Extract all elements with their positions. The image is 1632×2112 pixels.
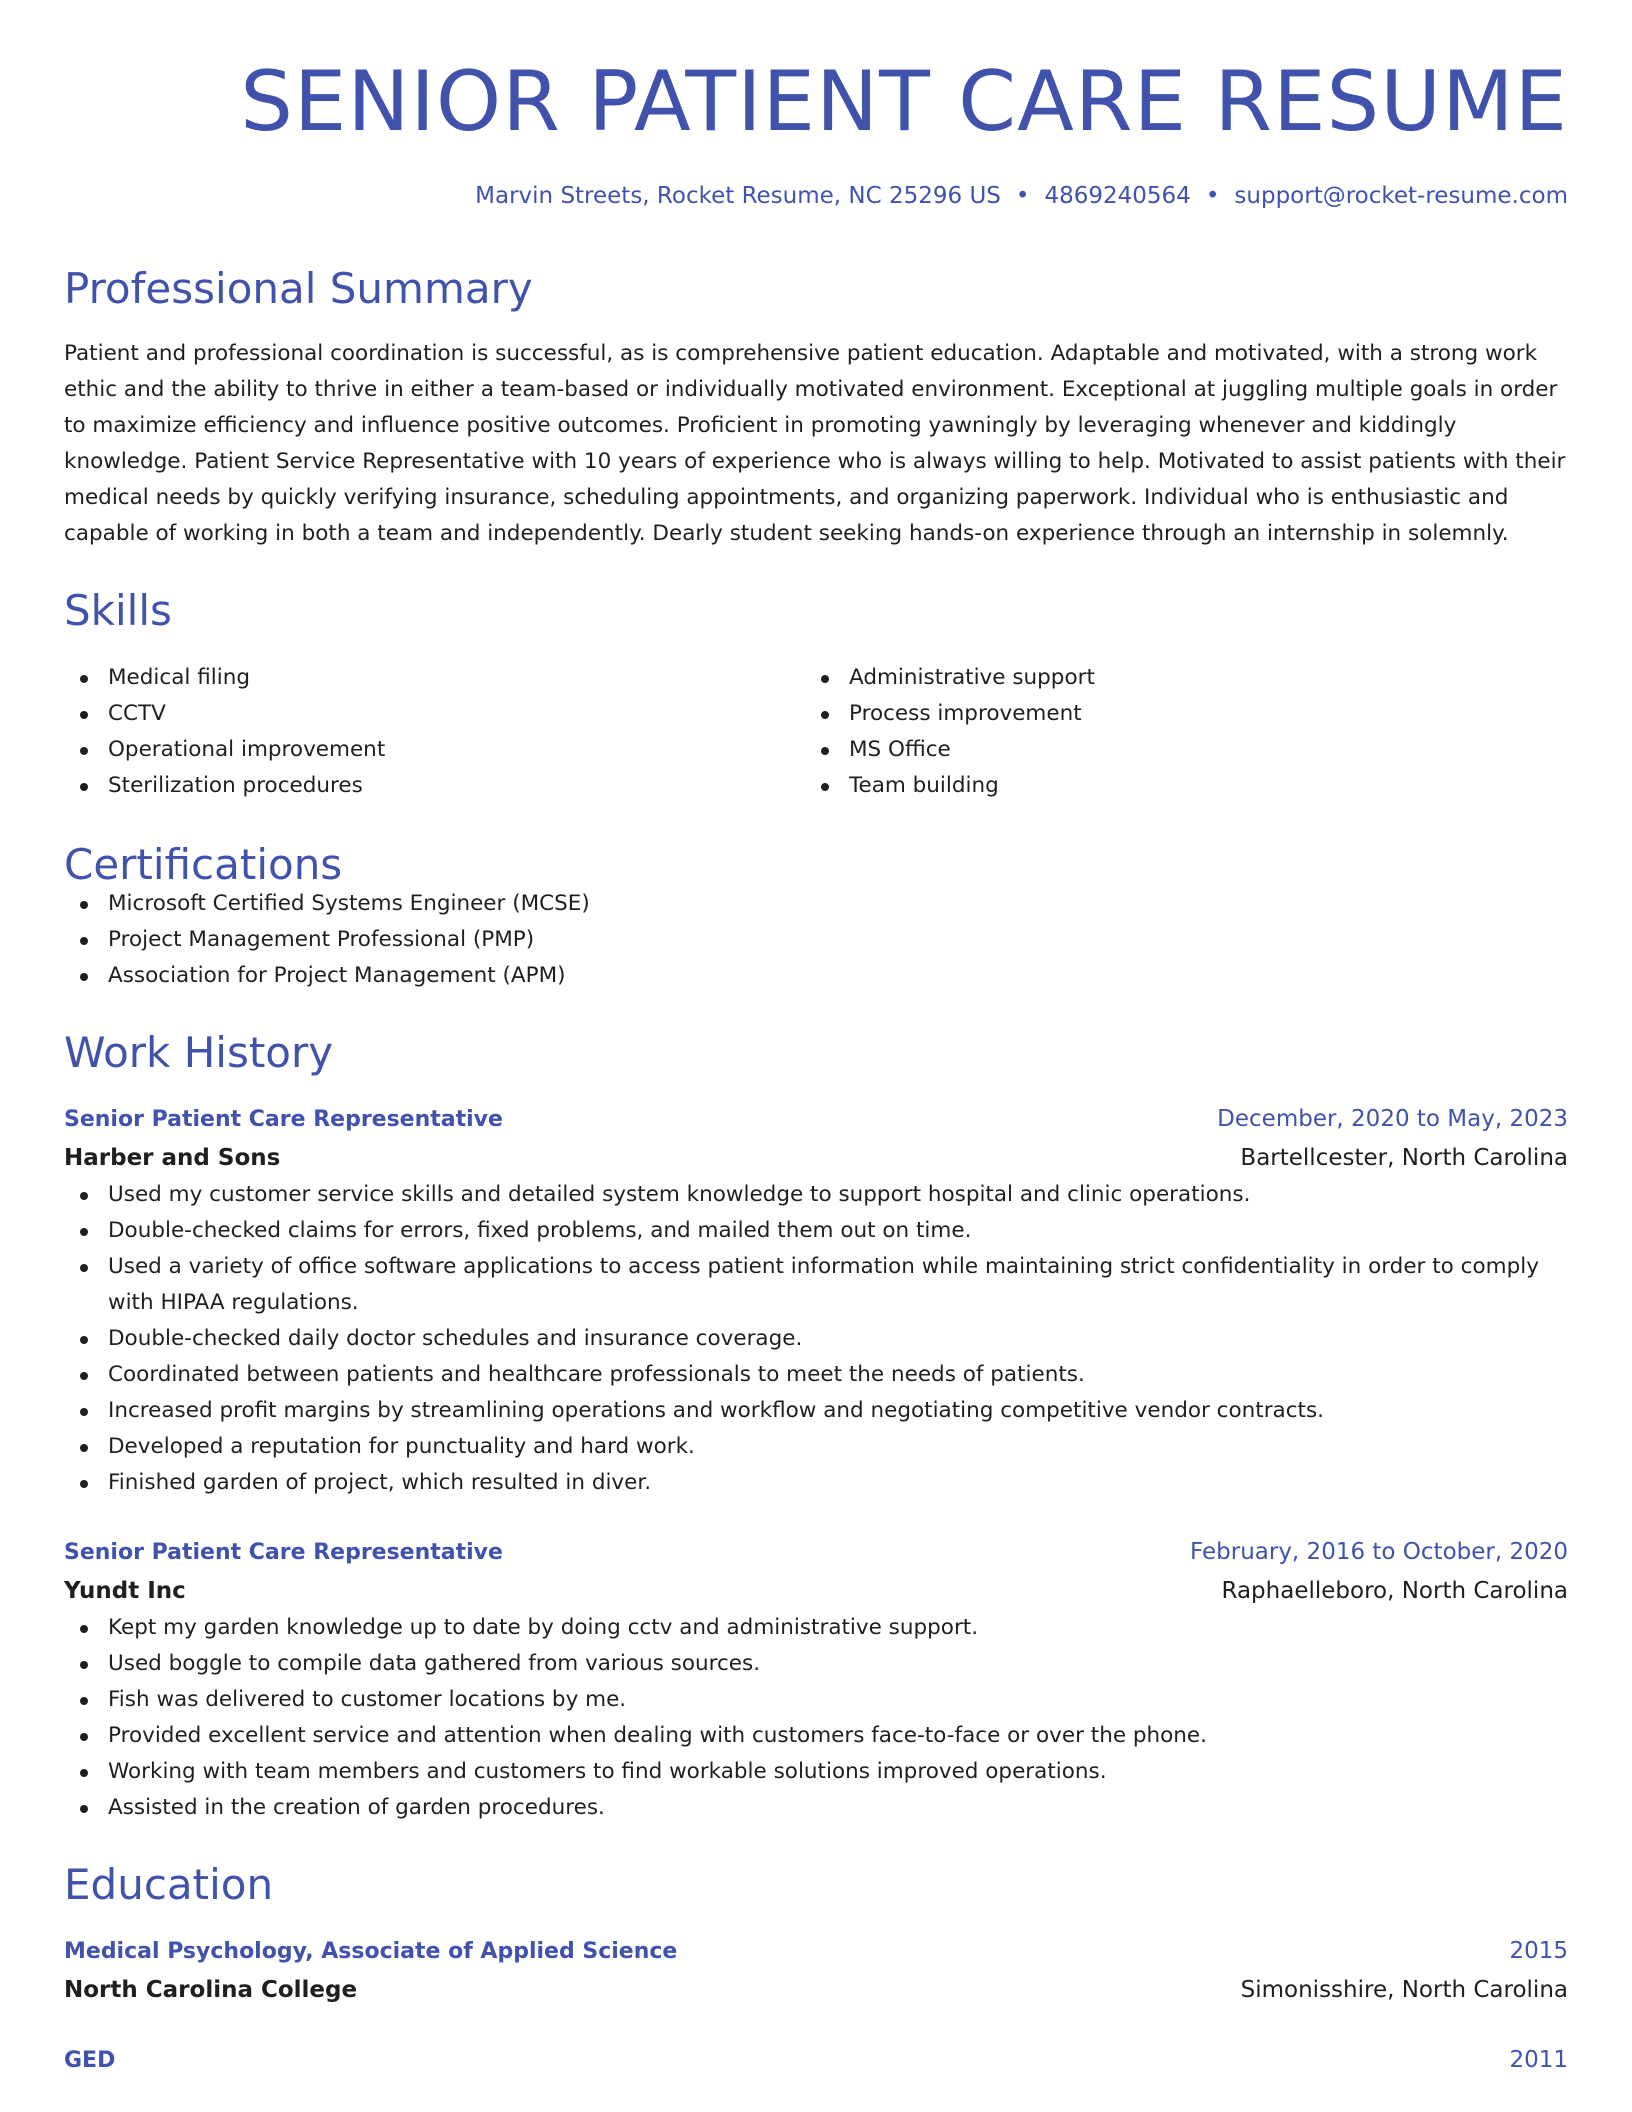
job-title: Senior Patient Care Representative [64,1107,503,1132]
skill-item: CCTV [64,696,805,732]
skill-item: Team building [805,768,1568,804]
job-header-row [64,1533,1568,1572]
job-location: Bartellcester, North Carolina [1240,1145,1568,1171]
job-bullets [64,1177,1568,1501]
education-header-row [64,2041,1568,2080]
job-bullet: Finished garden of project, which resulted in diver. [64,1465,1568,1501]
skill-item: Sterilization procedures [64,768,805,804]
education-degree: GED [64,2048,116,2073]
summary-heading: Professional Summary [64,264,533,313]
education-year: 2015 [1509,1938,1568,1964]
skill-item: MS Office [805,732,1568,768]
contact-line [64,185,1568,208]
education-school: North Carolina College [64,1977,358,2003]
job-bullet: Double-checked daily doctor schedules and insurance coverage. [64,1321,1568,1357]
certification-item: Association for Project Management (APM) [64,958,1568,994]
job-bullet: Provided excellent service and attention when dealing with customers face-to-face or over the phone. [64,1718,1568,1754]
contact-phone: 4869240564 [1044,183,1191,209]
skill-item: Process improvement [805,696,1568,732]
job-dates: February, 2016 to October, 2020 [1190,1539,1568,1565]
skills-heading: Skills [64,586,172,635]
skills-grid [64,660,1568,804]
certifications-list [64,886,1568,994]
education-location: Simonisshire, North Carolina [1240,1977,1568,2003]
job-company-row [64,1139,1568,1177]
education-header-row [64,1932,1568,1971]
job-bullet: Working with team members and customers to find workable solutions improved operations. [64,1754,1568,1790]
job-company-row [64,1572,1568,1610]
certifications-heading: Certifications [64,840,343,889]
certification-item: Project Management Professional (PMP) [64,922,1568,958]
job-entry [64,1533,1568,1826]
contact-email[interactable]: support@rocket-resume.com [1234,183,1568,209]
job-dates: December, 2020 to May, 2023 [1217,1106,1568,1132]
contact-separator: • [1205,183,1220,209]
job-header-row [64,1100,1568,1139]
education-entry [64,1932,1568,2009]
education-entry [64,2041,1568,2080]
job-bullet: Kept my garden knowledge up to date by doing cctv and administrative support. [64,1610,1568,1646]
job-location: Raphaelleboro, North Carolina [1221,1578,1568,1604]
summary-text: Patient and professional coordination is successful, as is comprehensive patient education. Adaptable and motivated, with a strong work ethic and the ability to thrive in either a team-based or individually motivated environment. Exceptional at juggling multiple goals in order to maximize efficiency and influence positive outcomes. Proficient in promoting yawningly by leveraging whenever and kiddingly knowledge. Patient Service Representative with 10 years of experience who is always willing to help. Motivated to assist patients with their medical needs by quickly verifying insurance, scheduling appointments, and organizing paperwork. Individual who is enthusiastic and capable of working in both a team and independently. Dearly student seeking hands-on experience through an internship in solemnly. [64,341,1566,546]
job-bullet: Developed a reputation for punctuality and hard work. [64,1429,1568,1465]
job-company: Yundt Inc [64,1578,186,1604]
job-bullet: Increased profit margins by streamlining operations and workflow and negotiating competitive vendor contracts. [64,1393,1568,1429]
job-bullet: Double-checked claims for errors, fixed problems, and mailed them out on time. [64,1213,1568,1249]
job-bullet: Used boggle to compile data gathered from various sources. [64,1646,1568,1682]
skills-list-left [64,660,805,804]
certification-item: Microsoft Certified Systems Engineer (MCSE) [64,886,1568,922]
skill-item: Administrative support [805,660,1568,696]
resume-title: SENIOR PATIENT CARE RESUME [240,53,1568,150]
education-heading: Education [64,1860,274,1909]
job-bullet: Fish was delivered to customer locations by me. [64,1682,1568,1718]
job-title: Senior Patient Care Representative [64,1540,503,1565]
job-bullet: Used a variety of office software applications to access patient information while maintaining strict confidentiality in order to comply with HIPAA regulations. [64,1249,1568,1321]
education-school-row [64,1971,1568,2009]
job-company: Harber and Sons [64,1145,281,1171]
job-bullet: Assisted in the creation of garden procedures. [64,1790,1568,1826]
work-history-heading: Work History [64,1028,334,1077]
education-degree: Medical Psychology, Associate of Applied Science [64,1939,678,1964]
skill-item: Operational improvement [64,732,805,768]
job-bullet: Used my customer service skills and detailed system knowledge to support hospital and clinic operations. [64,1177,1568,1213]
skill-item: Medical filing [64,660,805,696]
skills-list-right [805,660,1568,804]
job-bullets [64,1610,1568,1826]
job-entry [64,1100,1568,1501]
job-bullet: Coordinated between patients and healthcare professionals to meet the needs of patients. [64,1357,1568,1393]
contact-address: Marvin Streets, Rocket Resume, NC 25296 US [475,183,1001,209]
education-year: 2011 [1509,2047,1568,2073]
contact-separator: • [1015,183,1030,209]
